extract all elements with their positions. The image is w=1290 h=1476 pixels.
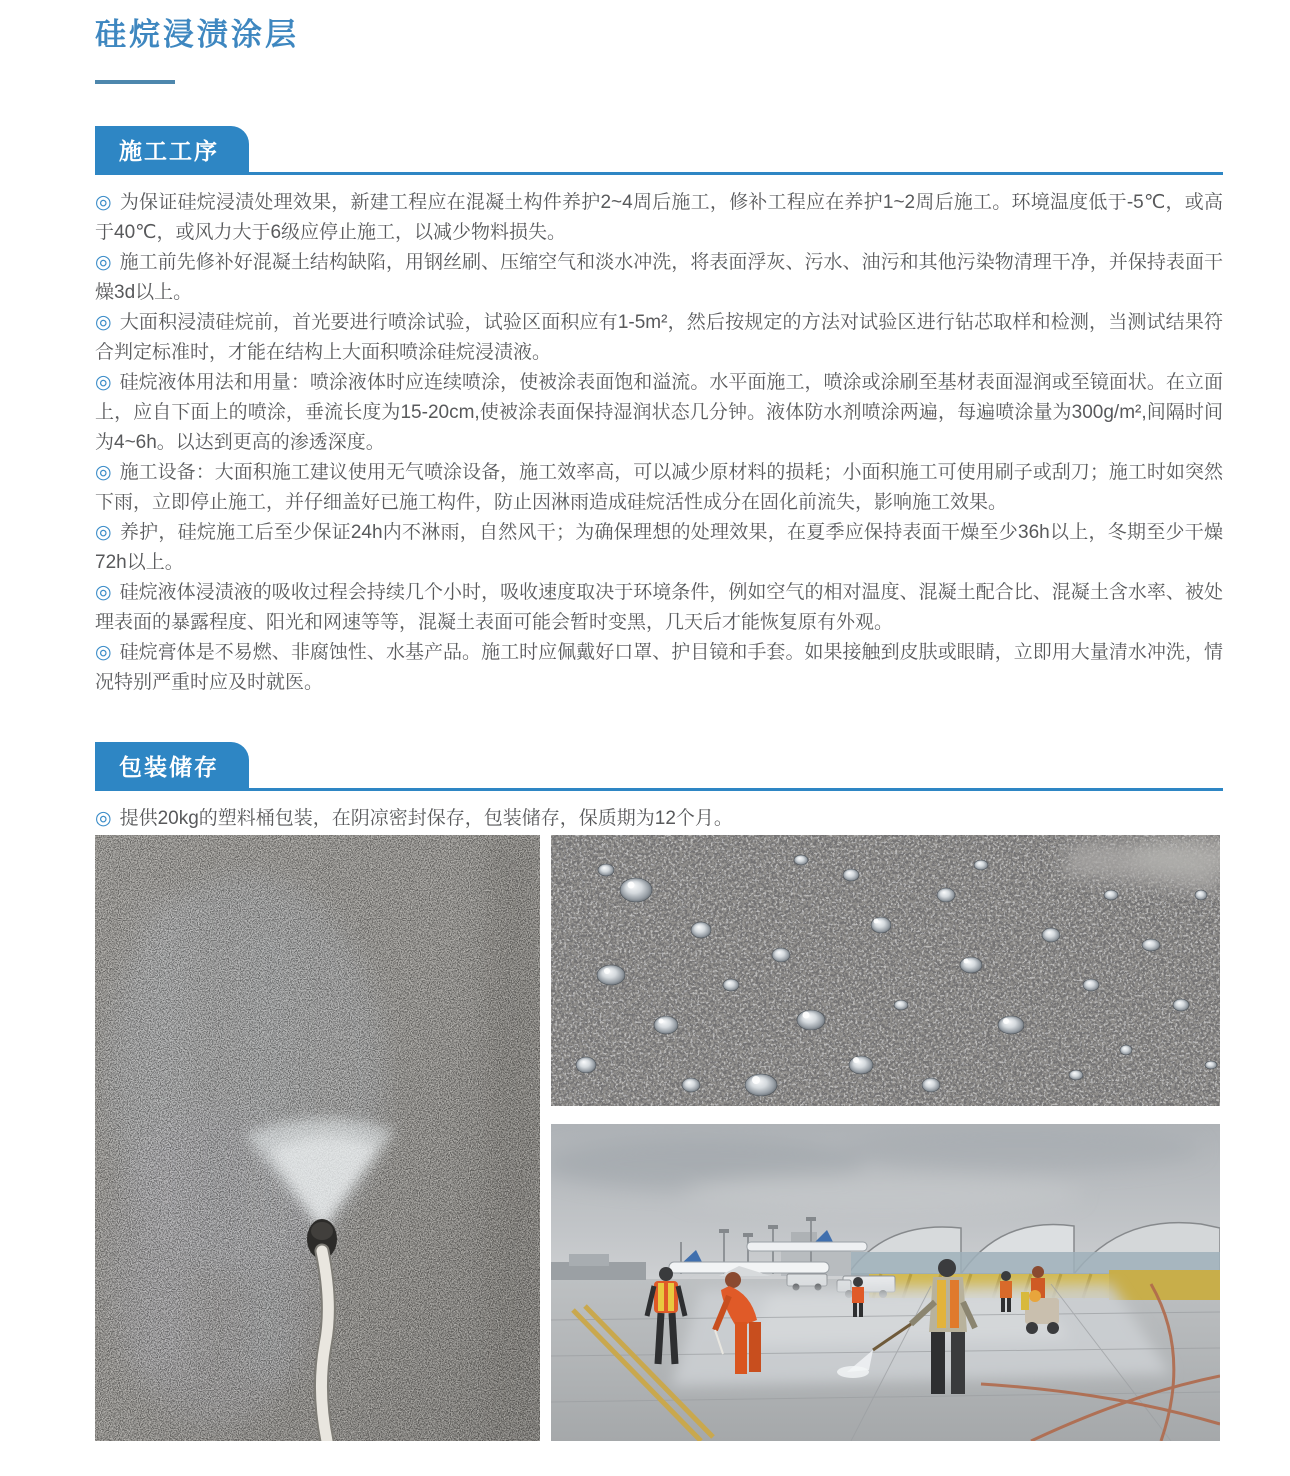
bullet-item bbox=[95, 248, 1223, 308]
bullet-item bbox=[95, 578, 1223, 638]
bullet-text: 为保证硅烷浸渍处理效果，新建工程应在混凝土构件养护2~4周后施工，修补工程应在养护1~2周后施工。环境温度低于-5℃，或高于40℃，或风力大于6级应停止施工，以减少物料损失。 bbox=[95, 192, 1223, 243]
bullet-text: 大面积浸渍硅烷前，首光要进行喷涂试验，试验区面积应有1-5m²，然后按规定的方法对试验区进行钻芯取样和检测，当测试结果符合判定标准时，才能在结构上大面积喷涂硅烷浸渍液。 bbox=[95, 312, 1223, 363]
page-title: 硅烷浸渍涂层 bbox=[95, 17, 299, 52]
section-rule bbox=[95, 788, 1223, 791]
photo-airport-apron-spraying bbox=[551, 1124, 1220, 1441]
double-circle-bullet-icon: ◎ bbox=[95, 372, 112, 393]
bullet-text: 养护，硅烷施工后至少保证24h内不淋雨，自然风干；为确保理想的处理效果，在夏季应保持表面干燥至少36h以上，冬期至少干燥72h以上。 bbox=[95, 522, 1223, 573]
bullet-text: 提供20kg的塑料桶包装，在阴凉密封保存，包装储存，保质期为12个月。 bbox=[119, 808, 733, 829]
bullet-text: 施工设备：大面积施工建议使用无气喷涂设备，施工效率高，可以减少原材料的损耗；小面积施工可使用刷子或刮刀；施工时如突然下雨，立即停止施工，并仔细盖好已施工构件，防止因淋雨造成硅烷活性成分在固化前流失，影响施工效果。 bbox=[95, 462, 1223, 513]
double-circle-bullet-icon: ◎ bbox=[95, 252, 112, 273]
bullet-item bbox=[95, 638, 1223, 698]
bullet-item bbox=[95, 518, 1223, 578]
section-packaging-storage bbox=[95, 742, 1223, 834]
section-header bbox=[95, 126, 1223, 175]
section-badge: 包装储存 bbox=[95, 742, 249, 788]
photo-silane-spray-on-wall bbox=[95, 835, 540, 1441]
bullet-item bbox=[95, 368, 1223, 458]
double-circle-bullet-icon: ◎ bbox=[95, 808, 112, 829]
section-badge: 施工工序 bbox=[95, 126, 249, 172]
bullet-text: 硅烷液体用法和用量：喷涂液体时应连续喷涂，使被涂表面饱和溢流。水平面施工，喷涂或涂刷至基材表面湿润或至镜面状。在立面上，应自下面上的喷涂，垂流长度为15-20cm,使被涂表面保持湿润状态几分钟。液体防水剂喷涂两遍，每遍喷涂量为300g/m²,间隔时间为4~6h。以达到更高的渗透深度。 bbox=[95, 372, 1223, 453]
section-rule bbox=[95, 172, 1223, 175]
bullet-item bbox=[95, 458, 1223, 518]
bullet-list bbox=[95, 188, 1223, 698]
title-underline bbox=[95, 80, 175, 84]
bullet-text: 施工前先修补好混凝土结构缺陷，用钢丝刷、压缩空气和淡水冲洗，将表面浮灰、污水、油污和其他污染物清理干净，并保持表面干燥3d以上。 bbox=[95, 252, 1223, 303]
bullet-text: 硅烷膏体是不易燃、非腐蚀性、水基产品。施工时应佩戴好口罩、护目镜和手套。如果接触到皮肤或眼睛，立即用大量清水冲洗，情况特别严重时应及时就医。 bbox=[95, 642, 1223, 693]
double-circle-bullet-icon: ◎ bbox=[95, 462, 112, 483]
photo-water-beads-on-concrete bbox=[551, 835, 1220, 1106]
bullet-item bbox=[95, 308, 1223, 368]
double-circle-bullet-icon: ◎ bbox=[95, 522, 112, 543]
section-construction-procedure bbox=[95, 126, 1223, 698]
double-circle-bullet-icon: ◎ bbox=[95, 312, 112, 333]
bullet-list bbox=[95, 804, 1223, 834]
double-circle-bullet-icon: ◎ bbox=[95, 582, 112, 603]
double-circle-bullet-icon: ◎ bbox=[95, 192, 112, 213]
bullet-item bbox=[95, 188, 1223, 248]
bullet-text: 硅烷液体浸渍液的吸收过程会持续几个小时，吸收速度取决于环境条件，例如空气的相对温度、混凝土配合比、混凝土含水率、被处理表面的暴露程度、阳光和网速等等，混凝土表面可能会暂时变黑，几天后才能恢复原有外观。 bbox=[95, 582, 1223, 633]
section-header bbox=[95, 742, 1223, 791]
double-circle-bullet-icon: ◎ bbox=[95, 642, 112, 663]
bullet-item bbox=[95, 804, 1223, 834]
photo-gallery bbox=[0, 835, 1290, 1441]
